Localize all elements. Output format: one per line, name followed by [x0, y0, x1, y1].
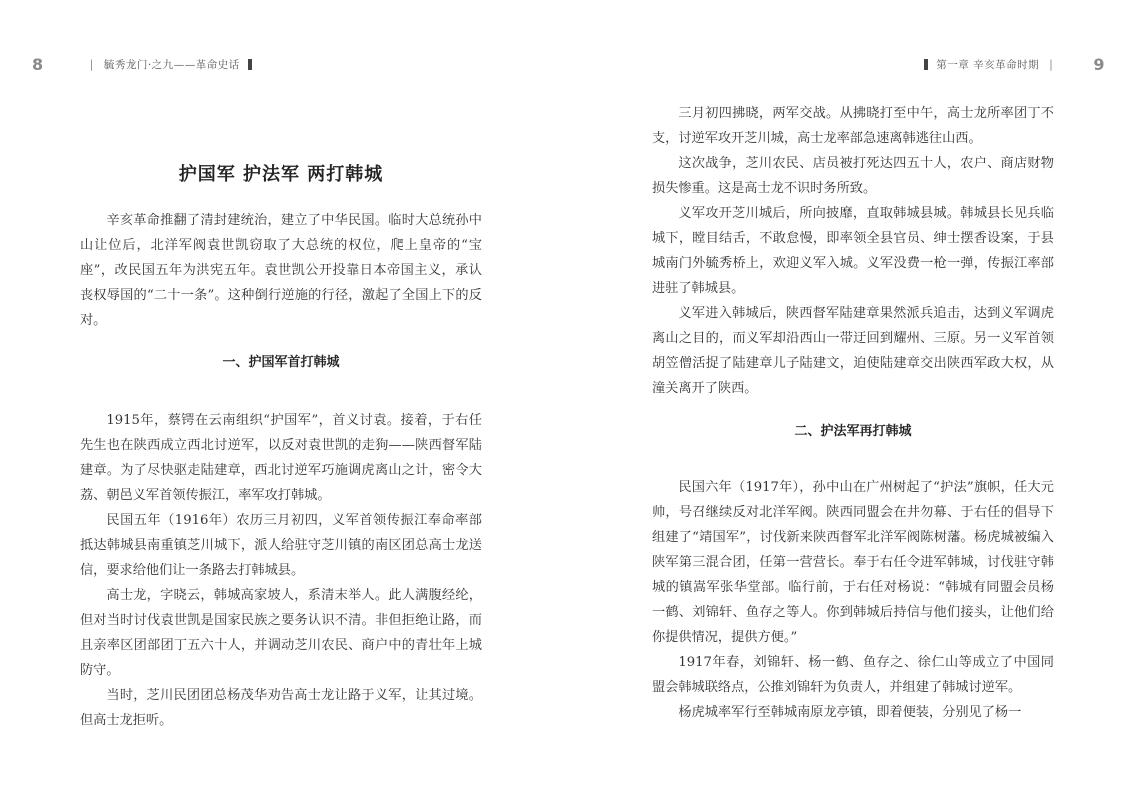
right-running-header — [916, 54, 1105, 74]
left-running-header — [32, 54, 260, 74]
chapter-title: 护国军 护法军 两打韩城 — [178, 164, 384, 185]
right-page-number: 9 — [1093, 54, 1105, 74]
left-page-number: 8 — [32, 54, 44, 74]
right-page — [566, 0, 1133, 799]
right-header-title: 第一章 辛亥革命时期 — [936, 58, 1040, 71]
paragraph: 三月初四拂晓，两军交战。从拂晓打至中午，高士龙所率团丁不支，讨逆军攻开芝川城，高士龙率部急速离韩逃往山西。 — [652, 106, 1054, 146]
paragraph: 1915年，蔡锷在云南组织“护国军”，首义讨袁。接着，于右任先生也在陕西成立西北讨逆军，以反对袁世凯的走狗——陕西督军陆建章。为了尽快驱走陆建章，西北讨逆军巧施调虎离山之计，密令大荔、朝邑义军首领传振江，率军攻打韩城。 — [80, 413, 482, 503]
separator-bar: | — [1049, 57, 1054, 71]
intro-paragraph: 辛亥革命推翻了清封建统治，建立了中华民国。临时大总统孙中山让位后，北洋军阀袁世凯窃取了大总统的权位，爬上皇帝的“宝座”，改民国五年为洪宪五年。袁世凯公开投靠日本帝国主义，承认丧权辱国的“二十一条”。这种倒行逆施的行径，激起了全国上下的反对。 — [80, 213, 482, 328]
left-page — [0, 0, 566, 799]
paragraph: 民国五年（1916年）农历三月初四，义军首领传振江奉命率部抵达韩城县南重镇芝川城下，派人给驻守芝川镇的南区团总高士龙送信，要求给他们让一条路去打韩城县。 — [80, 513, 482, 578]
section-heading-1: 一、护国军首打韩城 — [222, 355, 340, 370]
paragraph: 义军进入韩城后，陕西督军陆建章果然派兵追击，达到义军调虎离山之目的，而义军却沿西山一带迂回到耀州、三原。另一义军首领 胡笠僧活捉了陆建章儿子陆建文，迫使陆建章交出陕西军政大权，从潼关离开了陕西。 — [652, 306, 1054, 396]
paragraph: 高士龙，字晓云，韩城高家坡人，系清末举人。此人满腹经纶，但对当时讨伐袁世凯是国家民族之要务认识不清。非但拒绝让路，而且亲率区团部团丁五六十人，并调动芝川农民、商户中的青壮年上城防守。 — [80, 588, 482, 678]
header-block-marker — [924, 59, 928, 70]
paragraph: 义军攻开芝川城后，所向披靡，直取韩城县城。韩城县长见兵临城下，瞠目结舌，不敢怠慢，即率领全县官员、绅士摆香设案，于县城南门外毓秀桥上，欢迎义军入城。义军没费一枪一弹，传振江率部进驻了韩城县。 — [652, 206, 1054, 296]
header-block-marker — [248, 59, 252, 70]
section-heading-2: 二、护法军再打韩城 — [794, 424, 912, 439]
right-page-body — [652, 101, 1054, 725]
separator-bar: | — [89, 57, 94, 71]
left-page-body — [80, 160, 482, 733]
paragraph: 杨虎城率军行至韩城南原龙亭镇，即着便装，分别见了杨一 — [678, 705, 1022, 720]
paragraph: 1917年春，刘锦轩、杨一鹤、鱼存之、徐仁山等成立了中国同盟会韩城联络点，公推刘锦轩为负责人，并组建了韩城讨逆军。 — [652, 655, 1054, 695]
paragraph: 这次战争，芝川农民、店员被打死达四五十人，农户、商店财物损失惨重。这是高士龙不识时务所致。 — [652, 156, 1054, 196]
paragraph: 当时，芝川民团团总杨茂华劝告高士龙让路于义军，让其过境。但高士龙拒听。 — [80, 688, 482, 728]
paragraph: 民国六年（1917年），孙中山在广州树起了“护法”旗帜，任大元帅，号召继续反对北洋军阀。陕西同盟会在井勿幕、于右任的倡导下组建了“靖国军”，讨伐新来陕西督军北洋军阀陈树藩。杨虎城被编入陕军第三混合团，任第一营营长。奉于右任令进军韩城，讨伐驻守韩城的镇嵩军张华堂部。临行前，于右任对杨说：“韩城有同盟会员杨一鹤、刘锦轩、鱼存之等人。你到韩城后持信与他们接头，让他们给你提供情况，提供方便。” — [652, 480, 1054, 645]
left-header-title: 毓秀龙门·之九——革命史话 — [103, 58, 240, 71]
